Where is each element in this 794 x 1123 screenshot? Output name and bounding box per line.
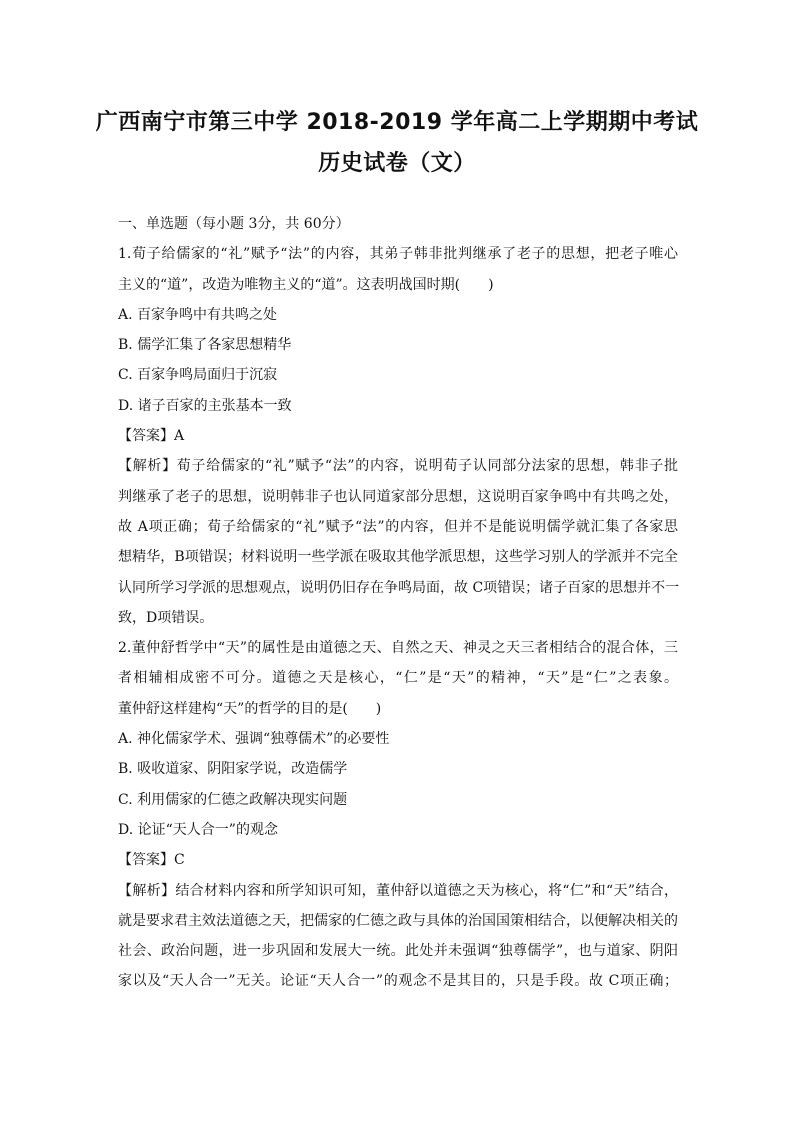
text-line: B. 吸收道家、阴阳家学说，改造儒学 <box>118 761 348 778</box>
text-line: 【答案】C <box>118 852 185 869</box>
text-line: 【答案】A <box>118 428 185 445</box>
text-line: 【解析】荀子给儒家的“礼”赋予“法”的内容，说明荀子认同部分法家的思想，韩非子批 <box>118 458 678 475</box>
text-line: D. 诸子百家的主张基本一致 <box>118 397 292 414</box>
text-line: 致，D项错误。 <box>118 609 214 626</box>
document-subtitle: 历史试卷（文） <box>318 151 476 176</box>
text-line: 故 A项正确；荀子给儒家的“礼”赋予“法”的内容，但并不是能说明儒学就汇集了各家思 <box>118 518 678 535</box>
text-line: 者相辅相成密不可分。道德之天是核心，“仁”是“天”的精神，“天”是“仁”之表象。 <box>118 670 678 687</box>
text-line: 主义的“道”，改造为唯物主义的“道”。这表明战国时期( ) <box>118 276 494 293</box>
document-title: 广西南宁市第三中学 2018-2019 学年高二上学期期中考试 <box>95 110 699 135</box>
text-line: 就是要求君主效法道德之天，把儒家的仁德之政与具体的治国国策相结合，以便解决相关的 <box>118 912 678 929</box>
text-line: 2.董仲舒哲学中“天”的属性是由道德之天、自然之天、神灵之天三者相结合的混合体，三 <box>118 640 678 657</box>
document-body <box>118 214 678 1002</box>
text-line: B. 儒学汇集了各家思想精华 <box>118 337 292 354</box>
text-line: C. 利用儒家的仁德之政解决现实问题 <box>118 791 348 808</box>
text-line: 想精华，B项错误；材料说明一些学派在吸取其他学派思想，这些学习别人的学派并不完全 <box>118 549 678 566</box>
text-line: 判继承了老子的思想，说明韩非子也认同道家部分思想，这说明百家争鸣中有共鸣之处， <box>118 488 678 505</box>
text-line: 认同所学习学派的思想观点，说明仍旧存在争鸣局面，故 C项错误；诸子百家的思想并不一 <box>118 579 680 596</box>
text-line: 家以及“天人合一”无关。论证“天人合一”的观念不是其目的，只是手段。故 C项正确； <box>118 973 678 990</box>
text-line: A. 神化儒家学术、强调“独尊儒术”的必要性 <box>118 731 390 748</box>
text-line: A. 百家争鸣中有共鸣之处 <box>118 306 278 323</box>
text-line: D. 论证“天人合一”的观念 <box>118 821 278 838</box>
text-line: 1.荀子给儒家的“礼”赋予“法”的内容，其弟子韩非批判继承了老子的思想，把老子唯心 <box>118 246 678 263</box>
text-line: C. 百家争鸣局面归于沉寂 <box>118 367 278 384</box>
text-line: 【解析】结合材料内容和所学知识可知，董仲舒以道德之天为核心，将“仁”和“天”结合， <box>118 882 678 899</box>
text-line: 社会、政治问题，进一步巩固和发展大一统。此处并未强调“独尊儒学”，也与道家、阴阳 <box>118 943 678 960</box>
text-line: 一、单选题（每小题 3分，共 60分） <box>118 216 350 232</box>
text-line: 董仲舒这样建构“天”的哲学的目的是( ) <box>118 700 382 717</box>
